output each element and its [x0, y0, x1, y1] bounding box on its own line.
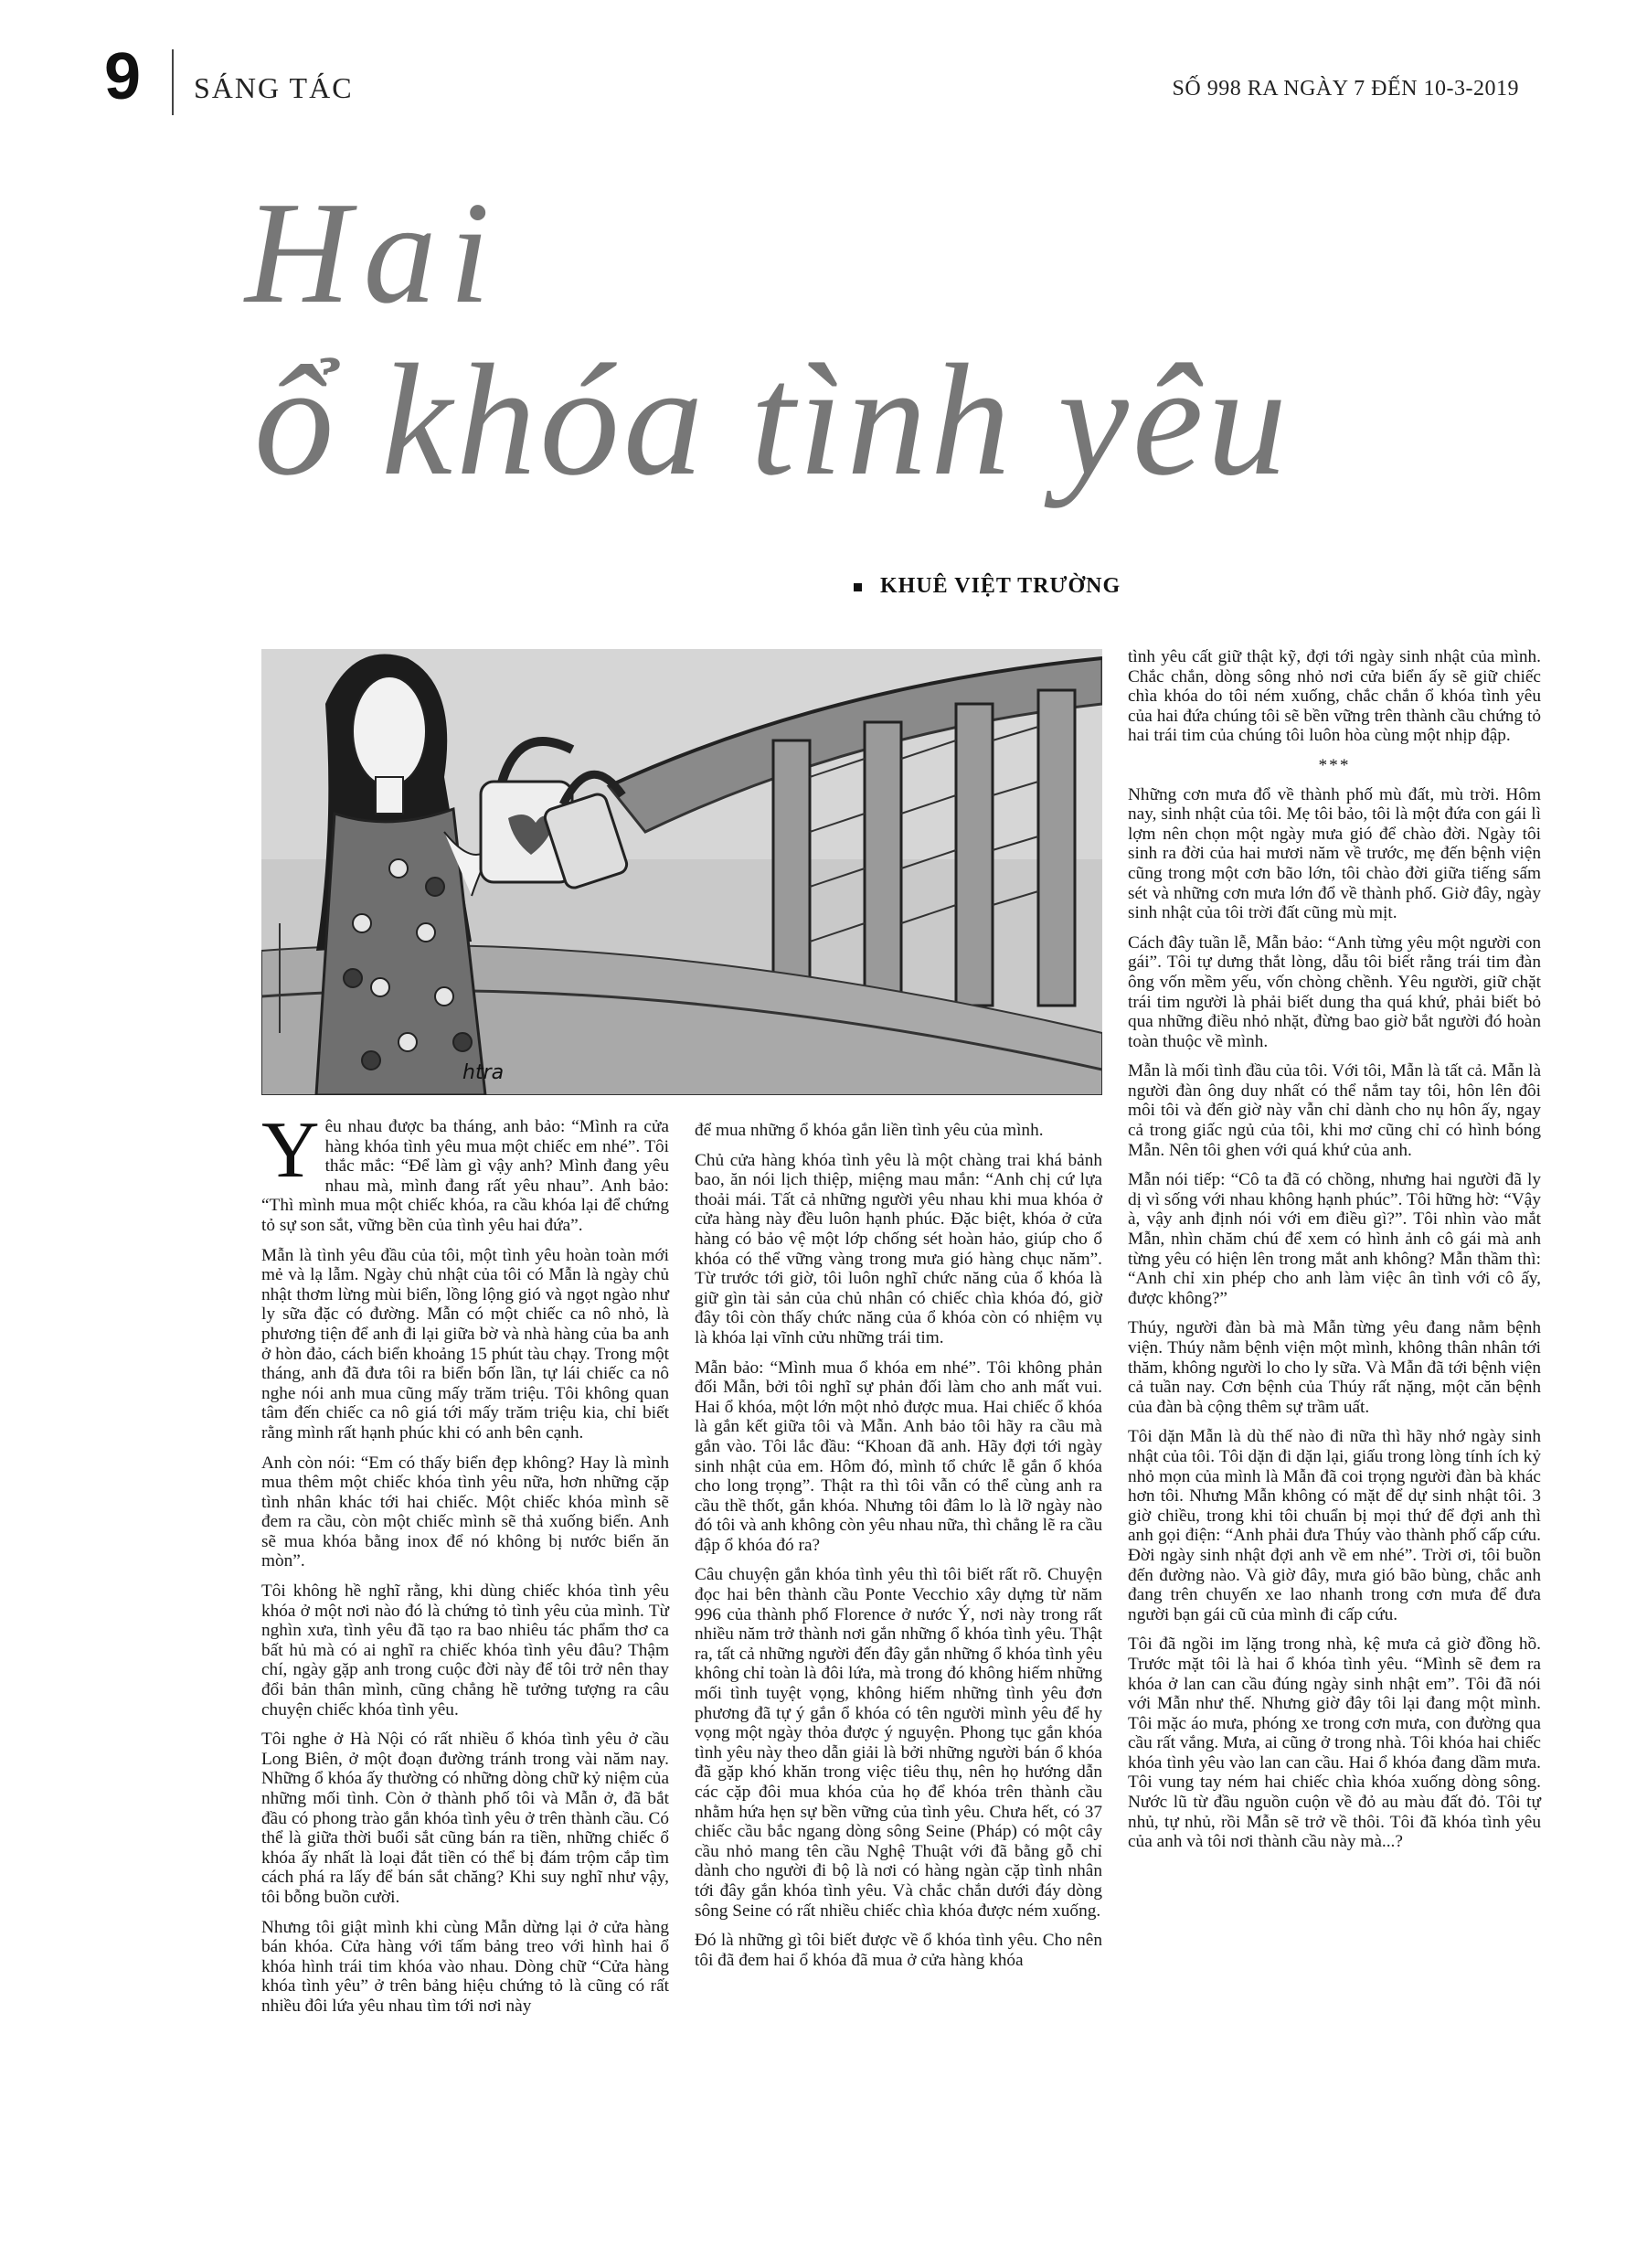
- paragraph: Yêu nhau được ba tháng, anh bảo: “Mình ra cửa hàng khóa tình yêu mua một chiếc em nhé”. Tôi thắc mắc: “Để làm gì vậy anh? Mình đang yêu nhau mà, mình đang rất yêu nhau”. Anh bảo: “Thì mình mua một chiếc khóa, ra cầu khóa lại để chứng tỏ sự son sắt, vững bền của tình yêu hai đứa”.: [261, 1106, 669, 1235]
- text-column-1: [261, 1106, 669, 2027]
- illustration-signature: htra: [462, 1061, 505, 1084]
- section-label: SÁNG TÁC: [194, 71, 354, 104]
- paragraph: Mẫn là tình yêu đầu của tôi, một tình yêu hoàn toàn mới mẻ và lạ lẫm. Ngày chủ nhật của tôi có Mẫn là ngày chủ nhật thơm lừng mùi biển, lồng lộng gió và ngọt ngào như ly sữa đặc có đường. Mẫn có một chiếc ca nô nhỏ, là phương tiện để anh đi lại giữa bờ và nhà hàng của ba anh ở hòn đảo, cách biển khoảng 15 phút tàu chạy. Trong một tháng, anh đã đưa tôi ra biển bốn lần, tự lái chiếc ca nô nghe nói anh mua cũng mấy trăm triệu. Tôi không quan tâm đến chiếc ca nô giá tới mấy trăm triệu kia, chỉ biết rằng mình rất hạnh phúc khi có anh bên cạnh.: [261, 1245, 669, 1443]
- drop-cap: Y: [261, 1106, 320, 1195]
- article-title-line2: ổ khóa tình yêu: [254, 331, 1291, 508]
- author-name: KHUÊ VIỆT TRƯỜNG: [880, 574, 1121, 598]
- header-divider: [172, 49, 174, 115]
- paragraph: Tôi nghe ở Hà Nội có rất nhiều ổ khóa tình yêu ở cầu Long Biên, ở một đoạn đường tránh trong vài năm nay. Những ổ khóa ấy thường có những dòng chữ kỷ niệm của những mối tình. Còn ở thành phố tôi và Mẫn ở, đã bắt đầu có phong trào gắn khóa tình yêu ở trên thành cầu. Có thể là giữa thời buổi sắt cũng bán ra tiền, những chiếc ổ khóa ấy nhất là loại đắt tiền có thể bị đám trộm cắp tìm cách phá ra lấy để bán sắt chăng? Khi suy nghĩ như vậy, tôi bỗng buồn cười.: [261, 1730, 669, 1907]
- paragraph: Những cơn mưa đổ về thành phố mù đất, mù trời. Hôm nay, sinh nhật của tôi. Mẹ tôi bảo, tôi là một đứa con gái lì lợm nên chọn một ngày mưa gió để chào đời. Ngày tôi sinh ra đời của hai mươi năm về trước, mẹ đến bệnh viện cũng trong một cơn bão lớn, tôi chào đời giữa tiếng sấm sét và những cơn mưa lớn đổ về thành phố. Giờ đây, ngày sinh nhật của tôi trời đất cũng mù mịt.: [1128, 784, 1541, 923]
- author-byline: [854, 574, 1121, 599]
- paragraph: tình yêu cất giữ thật kỹ, đợi tới ngày sinh nhật của mình. Chắc chắn, dòng sông nhỏ nơi cửa biển ấy sẽ giữ chiếc chìa khóa do tôi ném xuống, chắc chắn ổ khóa tình yêu của hai đứa chúng tôi sẽ bền vững trên thành cầu chứng tỏ hai trái tim của chúng tôi luôn hòa cùng một nhịp đập.: [1128, 647, 1541, 746]
- paragraph: Anh còn nói: “Em có thấy biển đẹp không? Hay là mình mua thêm một chiếc khóa tình yêu nữa, hơn những cặp tình nhân khác tới hai chiếc. Một chiếc khóa mình sẽ đem ra cầu, còn một chiếc mình sẽ thả xuống biển. Anh sẽ mua khóa bằng inox để nó không bị nước biển ăn mòn”.: [261, 1453, 669, 1571]
- page-number: 9: [104, 40, 142, 113]
- article-illustration: [261, 649, 1102, 1095]
- paragraph: Cách đây tuần lễ, Mẫn bảo: “Anh từng yêu một người con gái”. Tôi tự dưng thắt lòng, dẫu tôi biết rằng trái tim đàn ông vốn mềm yếu, vốn chòng chềnh. Yêu người, giữ chặt trái tim người là phải biết dung tha quá khứ, phải biết bỏ qua những điều nhỏ nhặt, đừng bao giờ bắt người đó hoàn toàn thuộc về mình.: [1128, 932, 1541, 1051]
- page-header: [0, 0, 1647, 146]
- paragraph: Câu chuyện gắn khóa tình yêu thì tôi biết rất rõ. Chuyện đọc hai bên thành cầu Ponte Vecchio xây dựng từ năm 996 của thành phố Florence ở nước Ý, nơi này trong rất nhiều năm trở thành nơi gắn những ổ khóa tình yêu. Thật ra, tất cả những người đến đây gắn những ổ khóa tình yêu không chỉ toàn là đôi lứa, mà trong đó không hiếm những mối tình tuyệt vọng, không hiếm những tình yêu đơn phương đã tự ý gắn ổ khóa có tên người mình yêu để hy vọng một ngày thỏa được ý nguyện. Phong tục gắn khóa tình yêu này theo dẫn giải là bởi những người bán ổ khóa đã gặp khó khăn trong việc tiêu thụ, nên họ hướng dẫn các cặp đôi mua khóa của họ để khóa trên thành cầu nhằm hứa hẹn sự bền vững của tình yêu. Chưa hết, có 37 chiếc cầu bắc ngang dòng sông Seine (Pháp) có một cây cầu nhỏ mang tên cầu Nghệ Thuật với đã bằng gỗ chỉ dành cho người đi bộ là nơi có hàng ngàn cặp tình nhân tới đây gắn khóa tình yêu. Và chắc chắn dưới đáy dòng sông Seine có rất nhiều chiếc chìa khóa được ném xuống.: [695, 1565, 1102, 1921]
- paragraph: Tôi dặn Mẫn là dù thế nào đi nữa thì hãy nhớ ngày sinh nhật của tôi. Tôi dặn đi dặn lại, giấu trong lòng tính ích kỷ nhỏ mọn của mình là Mẫn đã coi trọng người đàn bà khác hơn tôi. Nhưng Mẫn không có mặt để dự sinh nhật tôi. 3 giờ chiều, trong khi tôi chuẩn bị mọi thứ để đợi anh thì anh gọi điện: “Anh phải đưa Thúy vào thành phố cấp cứu. Đời ngày sinh nhật đợi anh về em nhé”. Trời ơi, tôi buồn đến đường nào. Và giờ đây, mưa gió bão bùng, chắc anh đang trên chuyến xe lao nhanh trong cơn mưa để đưa người bạn gái cũ của mình đi cấp cứu.: [1128, 1427, 1541, 1624]
- paragraph: Nhưng tôi giật mình khi cùng Mẫn dừng lại ở cửa hàng bán khóa. Cửa hàng với tấm bảng treo với hình hai ổ khóa hình trái tim khóa vào nhau. Dòng chữ “Cửa hàng khóa tình yêu” ở trên bảng hiệu chứng tỏ là cũng có rất nhiều đôi lứa yêu nhau tìm tới nơi này: [261, 1917, 669, 2016]
- issue-date: SỐ 998 RA NGÀY 7 ĐẾN 10-3-2019: [1172, 77, 1519, 101]
- paragraph: để mua những ổ khóa gắn liền tình yêu của mình.: [695, 1121, 1044, 1140]
- byline-bullet-icon: [854, 583, 862, 591]
- paragraph: Tôi đã ngồi im lặng trong nhà, kệ mưa cả giờ đồng hồ. Trước mặt tôi là hai ổ khóa tình yêu. “Mình sẽ đem ra khóa ở lan can cầu đúng ngày sinh nhật em”. Tôi đã nói với Mẫn như thế. Nhưng giờ đây tôi lại đang một mình. Tôi mặc áo mưa, phóng xe trong cơn mưa, con đường qua cầu rất vắng. Mưa, ai cũng ở trong nhà. Tôi khóa hai chiếc khóa tình yêu vào lan can cầu. Hai ổ khóa đang dầm mưa. Tôi vung tay ném hai chiếc chìa khóa xuống dòng sông. Nước lũ từ đầu nguồn cuộn về đỏ au màu đất đỏ. Tôi tự nhủ, tự nhủ, rồi Mẫn sẽ trở về thôi. Tôi đã khóa tình yêu của anh và tôi nơi thành cầu này mà...?: [1128, 1634, 1541, 1852]
- text-column-2: [695, 1121, 1102, 1980]
- section-separator: ***: [1318, 755, 1351, 775]
- paragraph: Chủ cửa hàng khóa tình yêu là một chàng trai khá bảnh bao, ăn nói lịch thiệp, miệng mau mắn: “Anh chị cứ lựa thoải mái. Tất cả những người yêu nhau khi mua khóa ở cửa hàng này đều luôn hạnh phúc. Đặc biệt, khóa ở cửa hàng có bảo vệ một lớp chống sét hoàn hảo, giúp cho ổ khóa có thể vững vàng trong mưa gió hàng chục năm”. Từ trước tới giờ, tôi luôn nghĩ chức năng của ổ khóa là giữ gìn tài sản của chủ nhân có chiếc chìa khóa đó, giờ đây tôi còn thấy chức năng của ổ khóa còn có nhiệm vụ là khóa lại vĩnh cửu những trái tim.: [695, 1150, 1102, 1347]
- paragraph: Tôi không hề nghĩ rằng, khi dùng chiếc khóa tình yêu khóa ở một nơi nào đó là chứng tỏ tình yêu của mình. Từ nghìn xưa, tình yêu đã tạo ra bao nhiêu tác phẩm thơ ca bất hủ mà có ai nghĩ ra chiếc khóa tình yêu đâu? Thậm chí, ngày gặp anh trong cuộc đời này để tôi trở nên thay đổi bản thân mình, cũng chẳng hề tưởng tượng ra câu chuyện chiếc khóa tình yêu.: [261, 1581, 669, 1720]
- paragraph: Thúy, người đàn bà mà Mẫn từng yêu đang nằm bệnh viện. Thúy nằm bệnh viện một mình, không thân nhân tới thăm, không người lo cho ly sữa. Và Mẫn đã tới bệnh viện cả tuần nay. Cơn bệnh của Thúy rất nặng, một căn bệnh của đàn bà cộng thêm sự trầm uất.: [1128, 1318, 1541, 1417]
- article-title-line1: Hai: [245, 171, 503, 334]
- paragraph: Mẫn nói tiếp: “Cô ta đã có chồng, nhưng hai người đã ly dị vì sống với nhau không hạnh phúc”. Tôi hững hờ: “Vậy à, vậy anh định nói với em điều gì?”. Tôi nhìn vào mắt Mẫn, nhìn chăm chú để xem có hình ảnh cô gái mà anh từng yêu có hiện lên trong mắt anh không? Mẫn thầm thì: “Anh chỉ xin phép cho anh làm việc ân tình với cô ấy, được không?”: [1128, 1170, 1541, 1308]
- paragraph: Đó là những gì tôi biết được về ổ khóa tình yêu. Cho nên tôi đã đem hai ổ khóa đã mua ở cửa hàng khóa: [695, 1931, 1102, 1970]
- paragraph: Mẫn bảo: “Mình mua ổ khóa em nhé”. Tôi không phản đối Mẫn, bởi tôi nghĩ sự phản đối làm cho anh mất vui. Hai ổ khóa, một lớn một nhỏ được mua. Hai chiếc ổ khóa là gắn kết giữa tôi và Mẫn. Anh bảo tôi hãy ra cầu mà gắn vào. Tôi lắc đầu: “Khoan đã anh. Hãy đợi tới ngày sinh nhật của em. Hôm đó, mình tổ chức lễ gắn ổ khóa cho long trọng”. Thật ra thì tôi vẫn có thể cùng anh ra cầu thề thốt, gắn khóa. Nhưng tôi đâm lo là lỡ ngày nào đó tôi và anh không còn yêu nhau nữa, thì chẳng lẽ ra cầu đập ổ khóa đó ra?: [695, 1358, 1102, 1555]
- paragraph: Mẫn là mối tình đầu của tôi. Với tôi, Mẫn là tất cả. Mẫn là người đàn ông duy nhất có thể nắm tay tôi, hôn lên đôi môi tôi và đến giờ này vẫn chỉ dành cho nụ hôn ấy, ngay cả trong giấc ngủ của tôi, khi mơ cũng chỉ có hình bóng Mẫn. Nên tôi ghen với quá khứ của anh.: [1128, 1061, 1541, 1160]
- illustration-drawing: [261, 649, 1102, 1095]
- text-column-3: [1128, 647, 1541, 1862]
